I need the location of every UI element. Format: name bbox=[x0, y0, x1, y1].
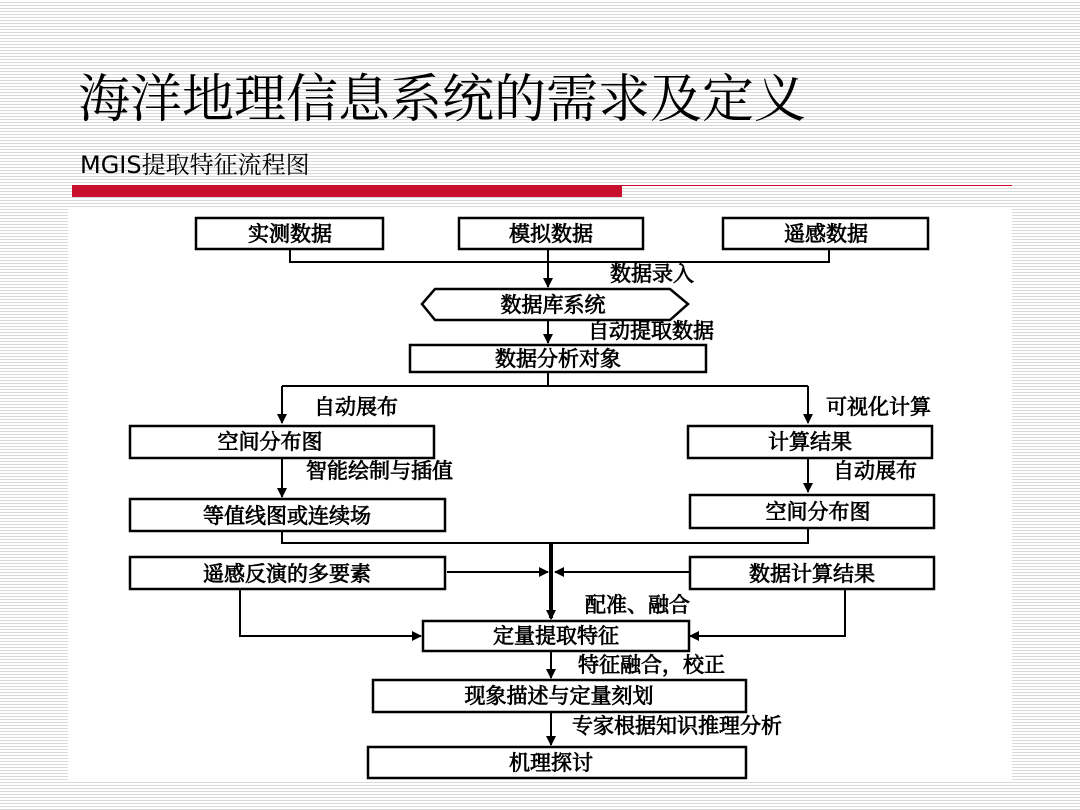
page-subtitle: MGIS提取特征流程图 bbox=[80, 151, 310, 179]
node-spatial-left: 空间分布图 bbox=[217, 430, 323, 454]
source-merge-line bbox=[290, 249, 829, 262]
label-expert: 专家根据知识推理分析 bbox=[572, 714, 782, 738]
node-simulated: 模拟数据 bbox=[509, 222, 593, 246]
label-auto-layout-left: 自动展布 bbox=[314, 395, 398, 419]
node-phenomenon: 现象描述与定量刻划 bbox=[464, 684, 654, 708]
label-data-entry: 数据录入 bbox=[610, 262, 694, 286]
node-measured: 实测数据 bbox=[248, 222, 332, 246]
node-calc-result: 计算结果 bbox=[768, 430, 852, 454]
node-contour: 等值线图或连续场 bbox=[203, 504, 371, 528]
node-quant-extract: 定量提取特征 bbox=[493, 624, 619, 648]
node-mechanism: 机理探讨 bbox=[509, 751, 593, 775]
calc-to-quant-arrow bbox=[690, 589, 845, 636]
node-database: 数据库系统 bbox=[500, 293, 606, 317]
node-data-calc-result: 数据计算结果 bbox=[749, 562, 875, 586]
node-analysis: 数据分析对象 bbox=[495, 347, 621, 371]
label-visual-calc: 可视化计算 bbox=[826, 395, 931, 419]
page-title: 海洋地理信息系统的需求及定义 bbox=[78, 70, 807, 130]
node-rs-inversion: 遥感反演的多要素 bbox=[203, 562, 371, 586]
label-auto-layout-right: 自动展布 bbox=[833, 459, 917, 483]
node-remote: 遥感数据 bbox=[784, 222, 868, 246]
label-auto-extract: 自动提取数据 bbox=[588, 319, 714, 343]
nodes bbox=[130, 218, 934, 778]
label-feature-fuse: 特征融合，校正 bbox=[578, 653, 725, 677]
rs-to-quant-arrow bbox=[240, 589, 421, 636]
node-spatial-right: 空间分布图 bbox=[765, 500, 871, 524]
label-smart-draw: 智能绘制与插值 bbox=[306, 459, 453, 483]
label-register-fuse: 配准、融合 bbox=[585, 593, 690, 617]
